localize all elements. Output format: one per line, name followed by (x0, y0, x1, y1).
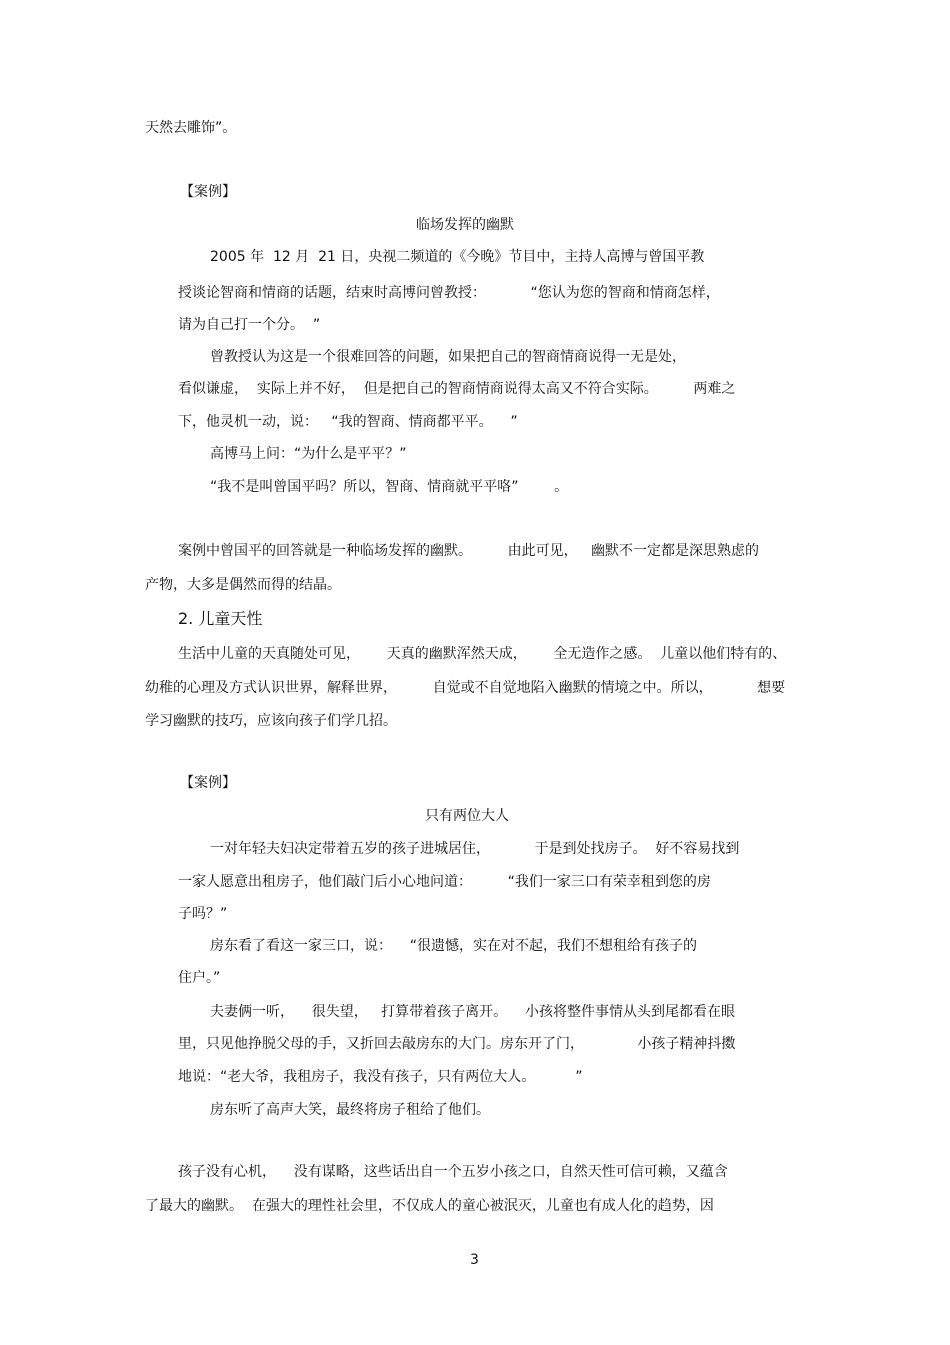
case-label: 【案例】 (180, 184, 236, 200)
text-line: 天然去雕饰”。 (145, 120, 237, 136)
section-heading: 2. 儿童天性 (178, 609, 263, 628)
text-line: 学习幽默的技巧，应该向孩子们学几招。 (145, 713, 397, 729)
text-line: 夫妻俩一听， 很失望， 打算带着孩子离开。 小孩将整件事情从头到尾都看在眼 (210, 1004, 735, 1020)
page-number: 3 (470, 1252, 479, 1268)
text-line: 幼稚的心理及方式认识世界，解释世界， 自觉或不自觉地陷入幽默的情境之中。所以， 想要 (145, 680, 786, 696)
case-label: 【案例】 (180, 775, 236, 791)
text-line: 高博马上问：“为什么是平平？” (210, 446, 407, 462)
text-line: 看似谦虚， 实际上并不好， 但是把自己的智商情商说得太高又不符合实际。 两难之 (178, 381, 736, 397)
text-line: 了最大的幽默。 在强大的理性社会里，不仅成人的童心被泯灭，儿童也有成人化的趋势，因 (145, 1198, 714, 1214)
text-line: 子吗？” (178, 906, 228, 922)
text-line: 下，他灵机一动，说： “我的智商、情商都平平。 ” (178, 414, 518, 430)
text-line: 产物，大多是偶然而得的结晶。 (145, 577, 341, 593)
text-line: 住户。” (178, 970, 221, 986)
case-title: 临场发挥的幽默 (416, 217, 514, 233)
text-line: 房东听了高声大笑，最终将房子租给了他们。 (210, 1102, 490, 1118)
text-line: “我不是叫曾国平吗？所以，智商、情商就平平咯” 。 (210, 479, 569, 495)
text-line: 2005 年 12 月 21 日，央视二频道的《今晚》节目中，主持人高博与曾国平教 (210, 249, 705, 265)
text-line: 地说：“老大爷，我租房子，我没有孩子，只有两位大人。 ” (178, 1069, 583, 1085)
text-line: 一家人愿意出租房子，他们敲门后小心地问道： “我们一家三口有荣幸租到您的房 (178, 874, 711, 890)
text-line: 里，只见他挣脱父母的手，又折回去敲房东的大门。房东开了门， 小孩子精神抖擞 (178, 1036, 736, 1052)
text-line: 房东看了看这一家三口，说： “很遗憾，实在对不起，我们不想租给有孩子的 (210, 938, 698, 954)
text-line: 授谈论智商和情商的话题，结束时高博问曾教授： “您认为您的智商和情商怎样， (178, 285, 720, 301)
text-line: 一对年轻夫妇决定带着五岁的孩子进城居住， 于是到处找房子。 好不容易找到 (210, 841, 740, 857)
text-line: 案例中曾国平的回答就是一种临场发挥的幽默。 由此可见， 幽默不一定都是深思熟虑的 (178, 543, 759, 559)
text-line: 曾教授认为这是一个很难回答的问题，如果把自己的智商情商说得一无是处， (210, 349, 686, 365)
text-line: 孩子没有心机， 没有谋略，这些话出自一个五岁小孩之口，自然天性可信可赖，又蕴含 (178, 1164, 728, 1180)
case-title: 只有两位大人 (425, 808, 509, 824)
text-line: 请为自己打一个分。 ” (178, 317, 321, 333)
text-line: 生活中儿童的天真随处可见， 天真的幽默浑然天成， 全无造作之感。 儿童以他们特有的、 (178, 646, 787, 662)
